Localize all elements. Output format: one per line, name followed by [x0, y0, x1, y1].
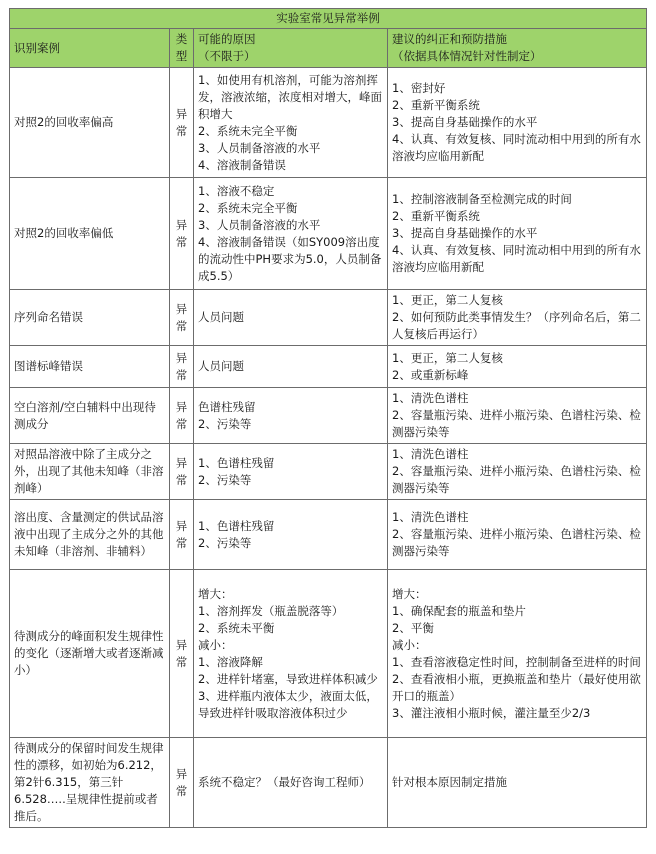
- action-line: 1、更正，第二人复核: [392, 350, 503, 365]
- action-line: 1、清洗色谱柱: [392, 391, 469, 405]
- case-cell: 对照品溶液中除了主成分之外，出现了其他未知峰（非溶剂峰）: [10, 444, 170, 500]
- cause-line: 人员问题: [198, 359, 244, 373]
- header-case: 识别案例: [10, 29, 170, 68]
- action-line: 2、如何预防此类事情发生？（序列命名后，第二人复核后再运行）: [392, 310, 641, 341]
- cause-cell: [194, 500, 388, 570]
- cause-line: 色谱柱残留: [198, 399, 256, 414]
- action-cell: [388, 500, 647, 570]
- cause-line: 1、溶剂挥发（瓶盖脱落等）: [198, 603, 344, 618]
- cause-line: 1、色谱柱残留: [198, 518, 275, 533]
- type-text: 异常: [175, 217, 188, 249]
- action-line: 2、查看液相小瓶，更换瓶盖和垫片（最好使用欲开口的瓶盖）: [392, 671, 641, 703]
- cause-cell: [194, 444, 388, 500]
- action-line: 2、容量瓶污染、进样小瓶污染、色谱柱污染、检测器污染等: [392, 408, 641, 439]
- case-cell: 对照2的回收率偏高: [10, 68, 170, 178]
- table-row: [10, 178, 647, 290]
- cause-line: 1、色谱柱残留: [198, 455, 275, 470]
- action-cell: [388, 570, 647, 738]
- action-line: 1、更正，第二人复核: [392, 293, 503, 307]
- type-cell: [170, 68, 194, 178]
- cause-cell: [194, 68, 388, 178]
- action-line: 减小：: [392, 637, 427, 652]
- type-cell: [170, 178, 194, 290]
- header-action: 建议的纠正和预防措施 （依据具体情况针对性制定）: [388, 29, 647, 68]
- action-cell: [388, 388, 647, 444]
- cause-cell: [194, 388, 388, 444]
- table-row: [10, 444, 647, 500]
- case-cell: 图谱标峰错误: [10, 346, 170, 388]
- case-cell: 空白溶剂/空白辅料中出现待测成分: [10, 388, 170, 444]
- cause-line: 3、人员制备溶液的水平: [198, 217, 321, 232]
- cause-cell: [194, 178, 388, 290]
- action-line: 2、重新平衡系统: [392, 98, 480, 112]
- action-line: 4、认真、有效复核、同时流动相中用到的所有水溶液均应临用新配: [392, 132, 641, 163]
- action-line: 2、平衡: [392, 620, 434, 635]
- case-cell: 对照2的回收率偏低: [10, 178, 170, 290]
- type-cell: [170, 500, 194, 570]
- case-cell: 待测成分的保留时间发生规律性的漂移，如初始为6.212，第2针6.315，第三针6.528…..呈规律性提前或者推后。: [10, 738, 170, 828]
- table-row: [10, 570, 647, 738]
- cause-line: 3、人员制备溶液的水平: [198, 140, 321, 155]
- cause-line: 3、进样瓶内液体太少，液面太低，导致进样针吸取溶液体积过少: [198, 688, 378, 720]
- cause-cell: [194, 346, 388, 388]
- action-line: 1、查看溶液稳定性时间，控制制备至进样的时间: [392, 654, 641, 669]
- cause-line: 1、如使用有机溶剂，可能为溶剂挥发，溶液浓缩，浓度相对增大，峰面积增大: [198, 72, 382, 121]
- type-text: 异常: [175, 399, 188, 431]
- header-cause: 可能的原因 （不限于）: [194, 29, 388, 68]
- cause-line: 1、溶液不稳定: [198, 183, 275, 198]
- type-text: 异常: [175, 637, 188, 669]
- case-cell: 待测成分的峰面积发生规律性的变化（逐渐增大或者逐渐减小）: [10, 570, 170, 738]
- cause-cell: [194, 290, 388, 346]
- cause-line: 4、溶液制备错误（如SY009溶出度的流动性中PH要求为5.0，人员制备成5.5）: [198, 234, 382, 283]
- cause-line: 2、进样针堵塞，导致进样体积减少: [198, 671, 378, 686]
- type-text: 异常: [175, 518, 188, 550]
- type-text: 异常: [175, 350, 188, 382]
- type-cell: [170, 738, 194, 828]
- type-cell: [170, 346, 194, 388]
- action-cell: [388, 178, 647, 290]
- action-line: 4、认真、有效复核、同时流动相中用到的所有水溶液均应临用新配: [392, 243, 641, 274]
- action-cell: [388, 444, 647, 500]
- action-line: 增大：: [392, 586, 427, 601]
- table-row: [10, 388, 647, 444]
- cause-line: 增大：: [198, 586, 233, 601]
- case-cell: 序列命名错误: [10, 290, 170, 346]
- table-row: [10, 500, 647, 570]
- type-text: 异常: [175, 301, 188, 333]
- cause-line: 人员问题: [198, 310, 244, 324]
- cause-line: 系统不稳定？（最好咨询工程师）: [198, 775, 371, 789]
- cause-line: 2、系统未完全平衡: [198, 200, 298, 215]
- cause-line: 2、系统未平衡: [198, 620, 275, 635]
- type-text: 异常: [175, 106, 188, 138]
- cause-line: 1、溶液降解: [198, 654, 263, 669]
- cause-cell: [194, 570, 388, 738]
- action-line: 1、确保配套的瓶盖和垫片: [392, 603, 526, 618]
- action-line: 2、重新平衡系统: [392, 209, 480, 223]
- table-row: [10, 346, 647, 388]
- table-row: [10, 738, 647, 828]
- action-cell: [388, 738, 647, 828]
- cause-line: 2、污染等: [198, 535, 252, 550]
- action-line: 2、或重新标峰: [392, 367, 469, 382]
- action-cell: [388, 346, 647, 388]
- action-cell: [388, 290, 647, 346]
- action-line: 2、容量瓶污染、进样小瓶污染、色谱柱污染、检测器污染等: [392, 527, 641, 558]
- table-title: 实验室常见异常举例: [10, 9, 647, 29]
- type-cell: [170, 388, 194, 444]
- cause-line: 2、污染等: [198, 416, 252, 431]
- type-cell: [170, 570, 194, 738]
- type-cell: [170, 290, 194, 346]
- action-line: 2、容量瓶污染、进样小瓶污染、色谱柱污染、检测器污染等: [392, 464, 641, 495]
- action-line: 3、灌注液相小瓶时候，灌注量至少2/3: [392, 705, 591, 720]
- action-line: 1、清洗色谱柱: [392, 447, 469, 461]
- action-cell: [388, 68, 647, 178]
- header-type: [170, 29, 194, 68]
- table-row: [10, 290, 647, 346]
- cause-line: 2、污染等: [198, 472, 252, 487]
- cause-line: 减小：: [198, 637, 233, 652]
- action-line: 1、控制溶液制备至检测完成的时间: [392, 192, 572, 206]
- cause-cell: [194, 738, 388, 828]
- cause-line: 4、溶液制备错误: [198, 157, 286, 172]
- table-row: [10, 68, 647, 178]
- cause-line: 2、系统未完全平衡: [198, 123, 298, 138]
- action-line: 1、密封好: [392, 81, 446, 95]
- type-text: 异常: [175, 455, 188, 487]
- action-line: 1、清洗色谱柱: [392, 510, 469, 524]
- action-line: 针对根本原因制定措施: [392, 775, 507, 789]
- action-line: 3、提高自身基础操作的水平: [392, 115, 538, 129]
- type-cell: [170, 444, 194, 500]
- anomaly-table: [9, 8, 647, 828]
- type-text: 异常: [175, 766, 188, 798]
- case-cell: 溶出度、含量测定的供试品溶液中出现了主成分之外的其他未知峰（非溶剂、非辅料）: [10, 500, 170, 570]
- header-type-text: 类型: [175, 32, 188, 63]
- action-line: 3、提高自身基础操作的水平: [392, 226, 538, 240]
